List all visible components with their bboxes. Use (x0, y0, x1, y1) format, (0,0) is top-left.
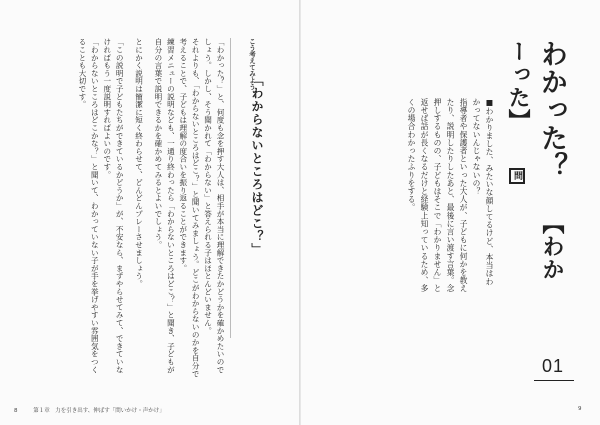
left-body-text (18, 38, 226, 378)
try-label: こう考えてみよう (248, 38, 256, 90)
question-heading: 「わからないところはどこ？」 (250, 74, 264, 256)
definition-text (346, 98, 496, 293)
sub-heading (236, 38, 266, 338)
paragraph: それよりも、「わからないところはどこ？」と聞いてみましょう。どこがわからないのかを自分で考えることで、子どもは理解の度合いを振り返ることができます。 (178, 38, 201, 378)
paragraph: 指導者や保護者といった大人が、子どもに何かを教えたり、説明したりしたあと、最後に言い渡す言葉。念押しするものの、子どもはそこで「わかりません」と返せば話が長くなるだけと経験上知っているため、多くの場合わかったふりをする。 (407, 98, 468, 293)
entry-title (505, 40, 568, 290)
left-footer (14, 406, 165, 414)
paragraph: ■わかりました、みたいな顔してるけど、本当はわかってないんじゃないの？ (472, 98, 494, 286)
page-number: 9 (578, 406, 582, 412)
title-word: わかった？ (536, 40, 567, 180)
paragraph: 「わかった？」と、何度も念を押す大人は、相手が本当に理解できたかどうかを確かめたいのでしょう。しかし、そう聞かれて「わからない」と答えられる子はほとんどいません。 (203, 38, 225, 374)
page-gutter (299, 0, 301, 425)
category-badge: 問 (509, 168, 525, 184)
paragraph: 練習メニューの説明なども、一通り終わったら「わからないところはどこ？」と聞き、子どもが自分の言葉で説明できるかを確かめてみるとよいでしょう。 (153, 38, 176, 374)
entry-number-rule (534, 380, 574, 381)
paragraph: 「この説明で子どもたちができているかどうか」が、不安なら、まずやらせてみて、できていなければもう一度説明すればよいのです。 (102, 38, 125, 374)
title-reading: 【わかーった】 (505, 40, 564, 281)
paragraph: 「わからないところはどこかな？」と聞いて、わかっていない子が手を挙げやすい雰囲気をつくることも大切です。 (77, 38, 100, 374)
running-footer: 第１章 力を引き出す、伸ばす「問いかけ・声かけ」 (33, 408, 165, 414)
entry-number: 01 (542, 356, 565, 376)
page-number: 8 (14, 408, 18, 414)
heading-divider (230, 38, 231, 338)
paragraph: とにかく説明は簡潔に短く終わらせて、どんどんプレーさせましょう。 (134, 38, 144, 288)
